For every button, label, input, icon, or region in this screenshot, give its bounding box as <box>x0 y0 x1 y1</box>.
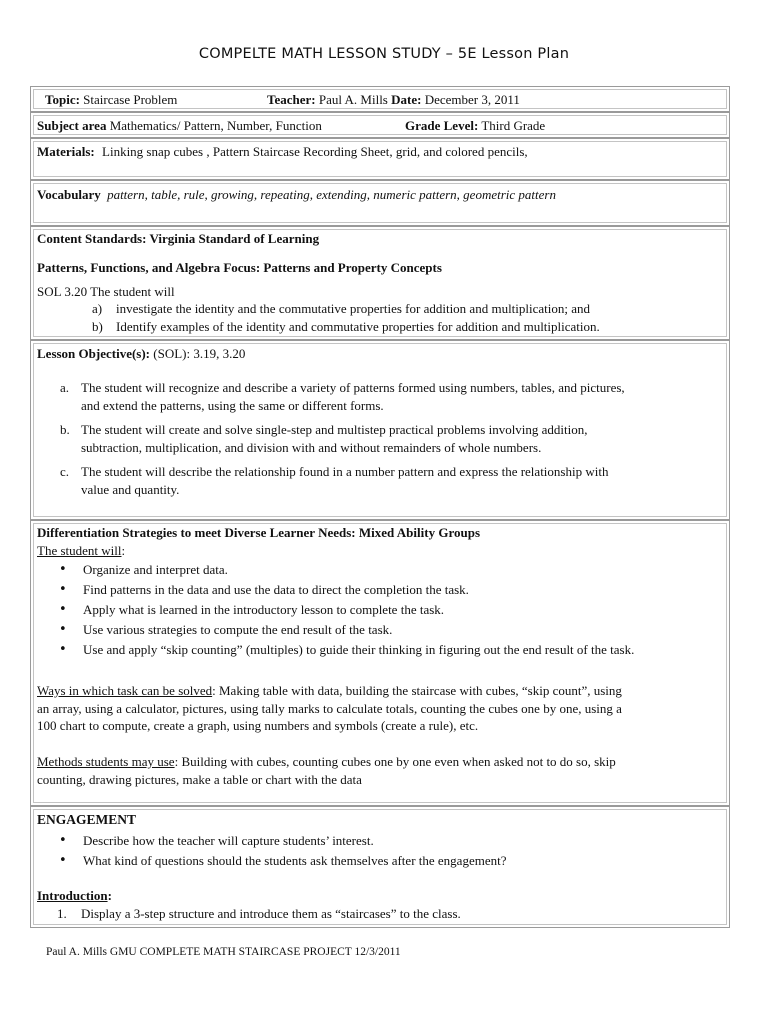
sol-line: SOL 3.20 The student will <box>37 284 175 299</box>
student-will-colon: : <box>121 543 126 558</box>
differentiation-heading: Differentiation Strategies to meet Diverse Learner Needs: Mixed Ability Groups <box>37 525 480 540</box>
intro-step <box>37 906 717 924</box>
objective-line: The student will create and solve single-step and multistep practical problems involving addition, <box>81 422 588 437</box>
objectives-value: (SOL): 3.19, 3.20 <box>153 346 246 361</box>
topic-label: Topic: <box>45 92 80 107</box>
topic-value: Staircase Problem <box>83 92 178 107</box>
objectives-label: Lesson Objective(s): <box>37 346 151 361</box>
topic-row <box>30 86 730 112</box>
differentiation-section <box>30 520 730 806</box>
objective-line: The student will recognize and describe a variety of patterns formed using numbers, tables, and pictures, <box>81 380 625 395</box>
vocabulary-value: pattern, table, rule, growing, repeating, extending, numeric pattern, geometric pattern <box>107 187 556 202</box>
ways-paragraph <box>37 682 622 735</box>
objective-line: The student will describe the relationship found in a number pattern and express the relationship with <box>81 464 609 479</box>
objective-marker: b. <box>60 422 70 437</box>
methods-text: counting, drawing pictures, make a table or chart with the data <box>37 771 362 787</box>
objective-marker: a. <box>60 380 70 395</box>
vocabulary-label: Vocabulary <box>37 187 101 202</box>
materials-row <box>30 138 730 180</box>
grade-value: Third Grade <box>481 118 546 133</box>
introduction-colon: : <box>107 888 112 903</box>
list-item: • Describe how the teacher will capture students’ interest. <box>37 831 506 851</box>
date-value: December 3, 2011 <box>424 92 520 107</box>
objectives-section <box>30 340 730 520</box>
ways-text: an array, using a calculator, pictures, using tally marks to calculate totals, counting the cubes one by one, using a <box>37 700 622 716</box>
ways-text: : Making table with data, building the staircase with cubes, “skip count”, using <box>212 683 622 698</box>
standards-heading: Content Standards: Virginia Standard of Learning <box>37 231 320 246</box>
document-title: COMPELTE MATH LESSON STUDY – 5E Lesson Plan <box>198 46 570 62</box>
ways-label: Ways in which task can be solved <box>37 683 213 698</box>
standards-section <box>30 226 730 340</box>
ways-text: 100 chart to compute, create a graph, using numbers and symbols (create a rule), etc. <box>37 718 479 733</box>
objective-marker: c. <box>60 464 70 479</box>
list-item: • Find patterns in the data and use the data to direct the completion the task. <box>37 580 634 600</box>
subject-value: Mathematics/ Pattern, Number, Function <box>109 118 322 133</box>
teacher-label: Teacher: <box>267 92 316 107</box>
list-item: • Apply what is learned in the introductory lesson to complete the task. <box>37 600 634 620</box>
student-will-label: The student will <box>37 543 122 558</box>
student-will-list <box>37 560 634 660</box>
vocabulary-row <box>30 180 730 226</box>
standard-marker: b) <box>92 319 103 334</box>
date-label: Date: <box>391 92 422 107</box>
list-item: • What kind of questions should the students ask themselves after the engagement? <box>37 851 506 871</box>
objective-line: and extend the patterns, using the same or different forms. <box>81 398 384 413</box>
page-footer: Paul A. Mills GMU COMPLETE MATH STAIRCASE PROJECT 12/3/2011 <box>46 946 401 958</box>
objective-line: value and quantity. <box>81 482 180 497</box>
list-item: • Use and apply “skip counting” (multiples) to guide their thinking in figuring out the end result of the task. <box>37 640 634 660</box>
subject-row <box>30 112 730 138</box>
teacher-value: Paul A. Mills <box>318 92 388 107</box>
methods-text: : Building with cubes, counting cubes one by one even when asked not to do so, skip <box>174 754 616 769</box>
methods-label: Methods students may use <box>37 754 175 769</box>
materials-label: Materials: <box>37 144 95 159</box>
materials-value: Linking snap cubes , Pattern Staircase Recording Sheet, grid, and colored pencils, <box>102 144 528 159</box>
list-item: • Use various strategies to compute the end result of the task. <box>37 620 634 640</box>
grade-label: Grade Level: <box>405 118 479 133</box>
subject-label: Subject area <box>37 118 107 133</box>
standard-text: investigate the identity and the commutative properties for addition and multiplication; and <box>116 301 591 316</box>
engagement-list <box>37 831 506 871</box>
standard-text: Identify examples of the identity and commutative properties for addition and multiplication. <box>116 319 600 334</box>
engagement-section <box>30 806 730 928</box>
methods-paragraph <box>37 753 616 788</box>
intro-step-text: Display a 3-step structure and introduce them as “staircases” to the class. <box>81 906 461 921</box>
intro-step-marker: 1. <box>57 906 67 921</box>
standard-marker: a) <box>92 301 103 316</box>
list-item: • Organize and interpret data. <box>37 560 634 580</box>
standards-subheading: Patterns, Functions, and Algebra Focus: Patterns and Property Concepts <box>37 260 442 275</box>
objective-line: subtraction, multiplication, and division with and without remainders of whole numbers. <box>81 440 542 455</box>
introduction-label: Introduction <box>37 888 108 903</box>
engagement-heading: ENGAGEMENT <box>37 812 137 827</box>
